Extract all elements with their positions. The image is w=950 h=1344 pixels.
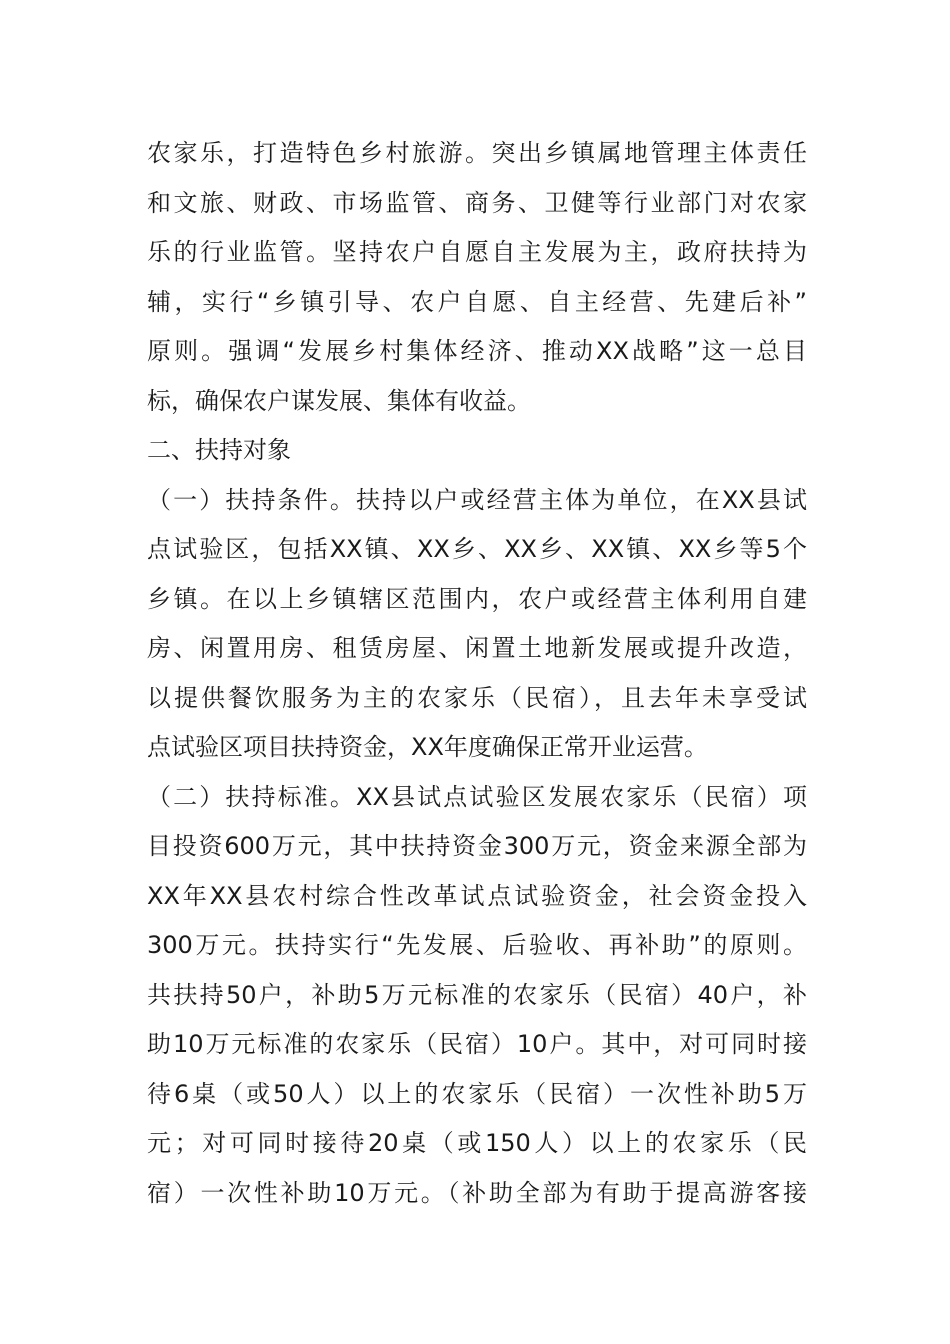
text-line-19: 助10万元标准的农家乐（民宿）10户。其中，对可同时接: [147, 1030, 807, 1058]
text-line-22: 宿）一次性补助10万元。（补助全部为有助于提高游客接: [147, 1178, 807, 1207]
text-line-6: 标，确保农户谋发展、集体有收益。: [147, 386, 531, 415]
text-line-13: 点试验区项目扶持资金，XX年度确保正常开业运营。: [147, 733, 708, 761]
text-line-9: 点试验区，包括XX镇、XX乡、XX乡、XX镇、XX乡等5个: [147, 535, 807, 563]
text-line-15: 目投资600万元，其中扶持资金300万元，资金来源全部为: [147, 832, 807, 860]
section-heading: 二、扶持对象: [147, 436, 291, 464]
body-text: [147, 129, 807, 1218]
text-line-2: 和文旅、财政、市场监管、商务、卫健等行业部门对农家: [147, 188, 807, 217]
text-line-3: 乐的行业监管。坚持农户自愿自主发展为主，政府扶持为: [147, 238, 807, 266]
text-line-10: 乡镇。在以上乡镇辖区范围内，农户或经营主体利用自建: [147, 584, 807, 613]
text-line-16: XX年XX县农村综合性改革试点试验资金，社会资金投入: [147, 881, 807, 910]
text-line-20: 待6桌（或50人）以上的农家乐（民宿）一次性补助5万: [147, 1079, 807, 1108]
text-line-8: （一）扶持条件。扶持以户或经营主体为单位，在XX县试: [147, 485, 807, 514]
text-line-1: 农家乐，打造特色乡村旅游。突出乡镇属地管理主体责任: [147, 139, 807, 167]
text-line-17: 300万元。扶持实行“先发展、后验收、再补助”的原则。: [147, 931, 807, 959]
text-line-18: 共扶持50户，补助5万元标准的农家乐（民宿）40户，补: [147, 980, 807, 1009]
text-line-5: 原则。强调“发展乡村集体经济、推动XX战略”这一总目: [147, 337, 807, 365]
text-line-12: 以提供餐饮服务为主的农家乐（民宿），且去年未享受试: [147, 683, 807, 712]
text-line-4: 辅，实行“乡镇引导、农户自愿、自主经营、先建后补”: [147, 287, 807, 316]
text-line-21: 元；对可同时接待20桌（或150人）以上的农家乐（民: [147, 1129, 807, 1157]
text-line-11: 房、闲置用房、租赁房屋、闲置土地新发展或提升改造，: [147, 634, 807, 662]
text-line-14: （二）扶持标准。XX县试点试验区发展农家乐（民宿）项: [147, 782, 807, 811]
